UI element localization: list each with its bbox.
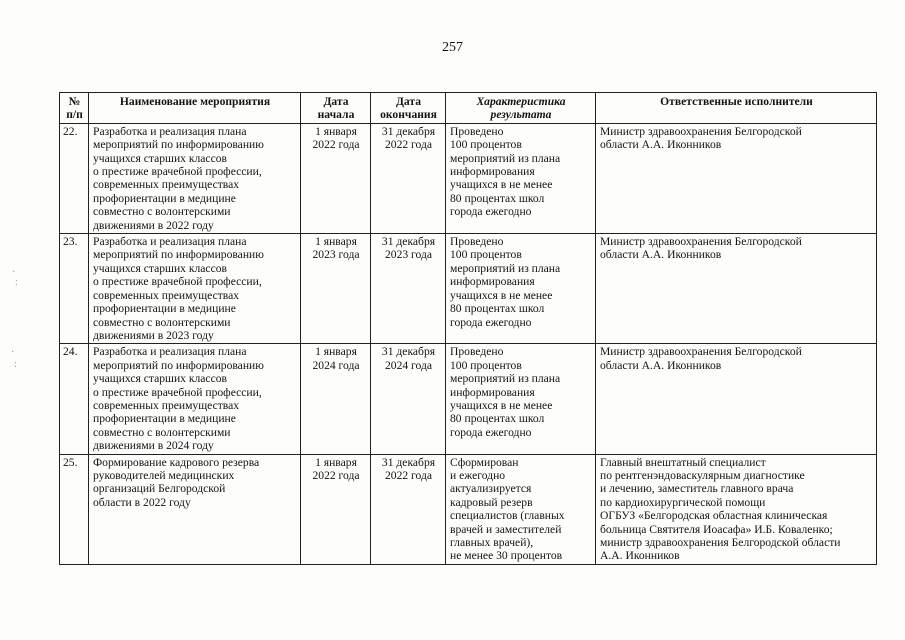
row-number: 22.	[60, 123, 89, 233]
table-header-row	[60, 93, 877, 124]
row-activity-name: Разработка и реализация плана мероприятий по информированию учащихся старших классов о престиже врачебной профессии, современных преимуществах профориентации в медицине совместно с волонтерскими движениями в 2024 году	[89, 344, 301, 454]
row-start-date: 1 января 2022 года	[301, 123, 371, 233]
row-end-date: 31 декабря 2022 года	[371, 123, 446, 233]
row-activity-name: Разработка и реализация плана мероприятий по информированию учащихся старших классов о престиже врачебной профессии, современных преимуществах профориентации в медицине совместно с волонтерскими движениями в 2023 году	[89, 234, 301, 344]
header-activity-name: Наименование мероприятия	[89, 93, 301, 124]
row-number: 25.	[60, 454, 89, 564]
row-result: Проведено 100 процентов мероприятий из плана информирования учащихся в не менее 80 процентах школ города ежегодно	[446, 234, 596, 344]
table-row	[60, 234, 877, 344]
row-start-date: 1 января 2022 года	[301, 454, 371, 564]
page-number: 257	[442, 40, 463, 55]
header-end-date: Дата окончания	[371, 93, 446, 124]
row-activity-name: Разработка и реализация плана мероприятий по информированию учащихся старших классов о престиже врачебной профессии, современных преимуществах профориентации в медицине совместно с волонтерскими движениями в 2022 году	[89, 123, 301, 233]
table-row	[60, 344, 877, 454]
row-start-date: 1 января 2024 года	[301, 344, 371, 454]
row-end-date: 31 декабря 2023 года	[371, 234, 446, 344]
row-number: 23.	[60, 234, 89, 344]
row-activity-name: Формирование кадрового резерва руководителей медицинских организаций Белгородской области в 2022 году	[89, 454, 301, 564]
scan-speck: :	[15, 277, 18, 288]
row-result: Сформирован и ежегодно актуализируется кадровый резерв специалистов (главных врачей и заместителей главных врачей), не менее 30 процентов	[446, 454, 596, 564]
row-responsible: Министр здравоохранения Белгородской области А.А. Иконников	[596, 234, 877, 344]
row-responsible: Министр здравоохранения Белгородской области А.А. Иконников	[596, 123, 877, 233]
row-number: 24.	[60, 344, 89, 454]
header-start-date: Дата начала	[301, 93, 371, 124]
header-number: № п/п	[60, 93, 89, 124]
table-row	[60, 123, 877, 233]
table-row	[60, 454, 877, 564]
activities-table	[59, 92, 877, 565]
row-result: Проведено 100 процентов мероприятий из плана информирования учащихся в не менее 80 процентах школ города ежегодно	[446, 344, 596, 454]
row-end-date: 31 декабря 2022 года	[371, 454, 446, 564]
row-responsible: Главный внештатный специалист по рентгенэндоваскулярным диагностике и лечению, заместитель главного врача по кардиохирургической помощи ОГБУЗ «Белгородская областная клиническая больница Святителя Иоасафа» И.Б. Коваленко; министр здравоохранения Белгородской области А.А. Иконников	[596, 454, 877, 564]
row-end-date: 31 декабря 2024 года	[371, 344, 446, 454]
header-result: Характеристика результата	[446, 93, 596, 124]
scan-speck: ·	[11, 347, 15, 358]
row-responsible: Министр здравоохранения Белгородской области А.А. Иконников	[596, 344, 877, 454]
scan-speck: ·	[12, 267, 16, 278]
row-start-date: 1 января 2023 года	[301, 234, 371, 344]
scan-speck: :	[14, 359, 17, 370]
header-responsible: Ответственные исполнители	[596, 93, 877, 124]
row-result: Проведено 100 процентов мероприятий из плана информирования учащихся в не менее 80 процентах школ города ежегодно	[446, 123, 596, 233]
